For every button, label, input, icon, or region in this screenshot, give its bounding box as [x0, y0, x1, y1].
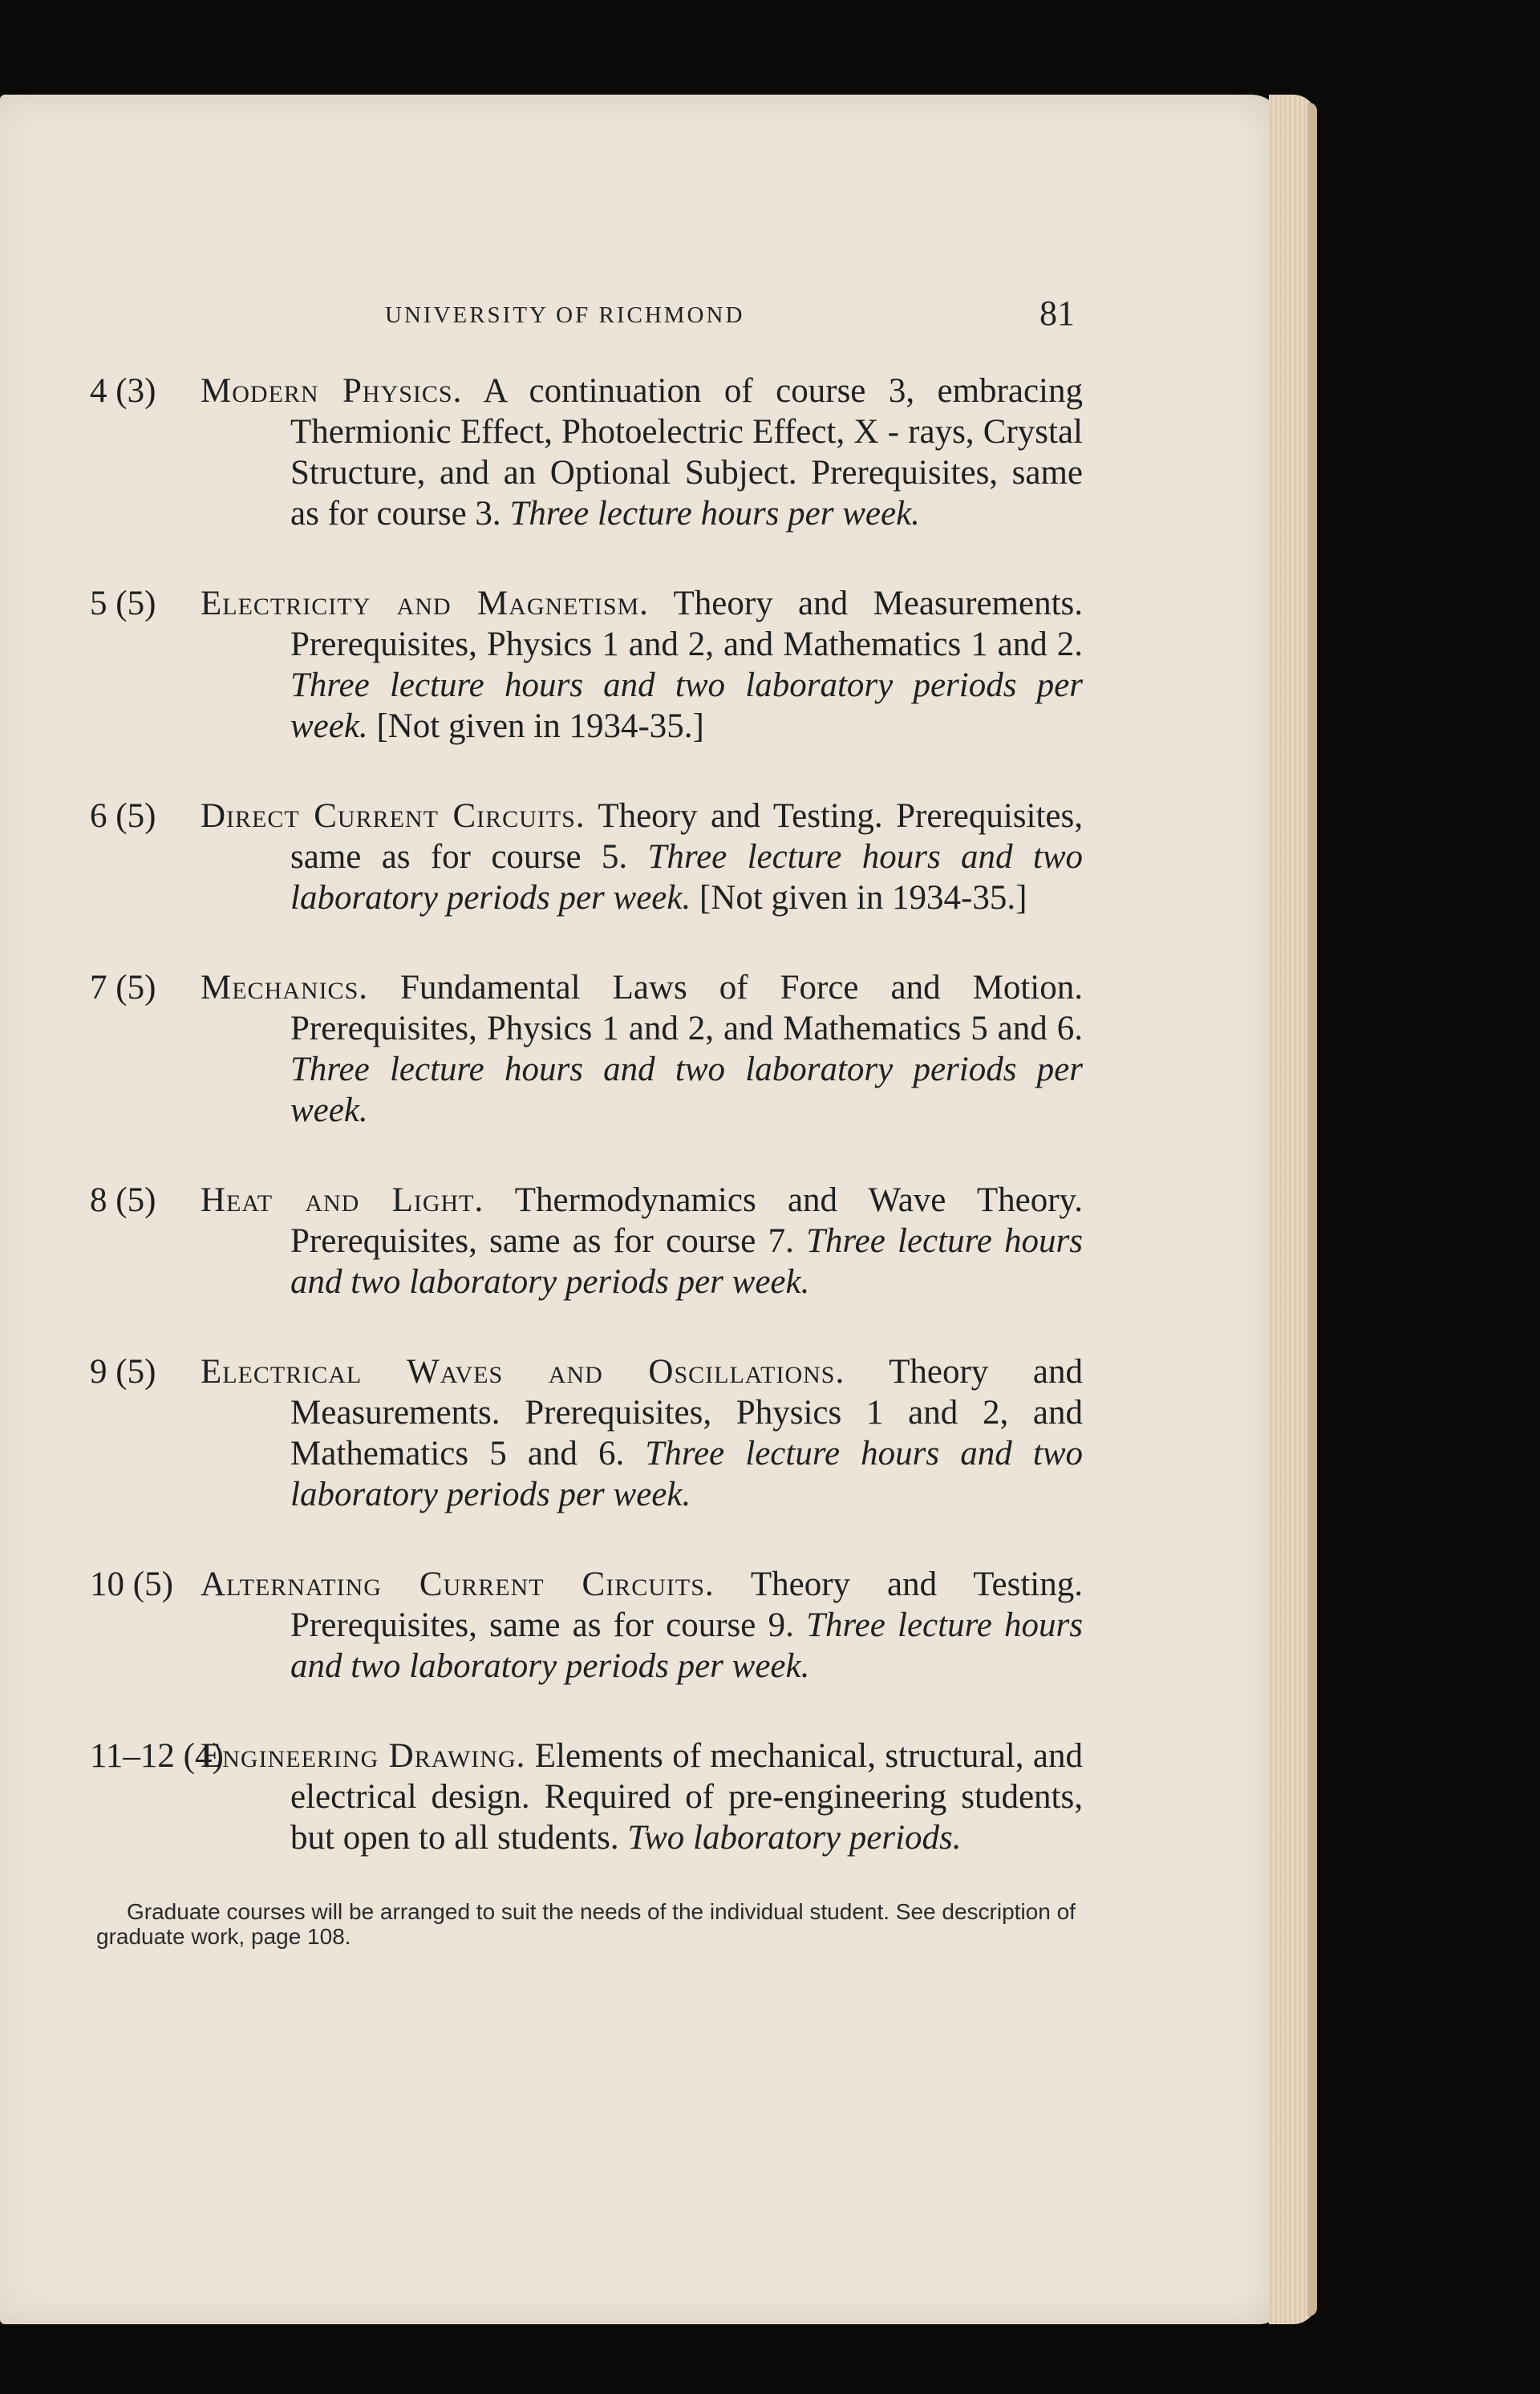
course-title: Alternating Current Circuits.: [201, 1566, 715, 1603]
course-hours: Two laboratory periods.: [627, 1819, 962, 1857]
page-edge-shadow: [1307, 103, 1317, 2316]
course-note: [Not given in 1934-35.]: [376, 707, 704, 745]
course-title: Engineering Drawing.: [201, 1737, 526, 1775]
course-entry: [80, 371, 1083, 534]
course-hours: Three lecture hours and two laboratory periods per week.: [290, 1435, 1084, 1513]
course-body: [80, 1736, 1083, 1858]
course-number: 9 (5): [90, 1353, 156, 1391]
course-number: 4 (3): [90, 372, 156, 410]
course-entry: [80, 967, 1083, 1131]
course-title: Electrical Waves and Oscillations.: [201, 1353, 845, 1391]
course-number: 8 (5): [90, 1181, 156, 1219]
course-hours: Three lecture hours per week.: [509, 495, 920, 533]
course-title: Modern Physics.: [201, 372, 463, 410]
course-description: Elements of mechanical, structural, and electrical design. Required of pre-engineering students, but open to all students.: [290, 1737, 1083, 1857]
course-number: 7 (5): [90, 969, 156, 1007]
page-number: 81: [1040, 294, 1075, 333]
course-description: Thermodynamics and Wave Theory. Prerequisites, same as for course 7.: [290, 1181, 1084, 1260]
running-head: UNIVERSITY OF RICHMOND: [385, 302, 745, 328]
course-body: [80, 796, 1083, 918]
course-hours: Three lecture hours and two laboratory periods per week.: [290, 1606, 1084, 1685]
course-hours: Three lecture hours and two laboratory periods per week.: [290, 838, 1083, 917]
course-number: 10 (5): [90, 1566, 173, 1603]
course-body: [80, 1180, 1083, 1302]
course-description: Fundamental Laws of Force and Motion. Prerequisites, Physics 1 and 2, and Mathematics 5 and 6.: [290, 969, 1083, 1047]
footnote: Graduate courses will be arranged to suit the needs of the individual student. See description of graduate work, page 108.: [96, 1899, 1076, 1949]
course-number: 6 (5): [90, 797, 156, 835]
course-entry: [80, 796, 1083, 918]
course-entry: [80, 1351, 1083, 1515]
course-title: Direct Current Circuits.: [201, 797, 586, 835]
course-description: Theory and Measurements. Prerequisites, Physics 1 and 2, and Mathematics 1 and 2.: [290, 585, 1084, 663]
course-entry: [80, 1180, 1083, 1302]
course-description: Theory and Testing. Prerequisites, same as for course 5.: [290, 797, 1083, 876]
course-entry: [80, 1564, 1083, 1687]
course-list: [80, 371, 1083, 1907]
course-description: Theory and Testing. Prerequisites, same as for course 9.: [290, 1566, 1083, 1644]
course-number: 11–12 (4): [90, 1737, 224, 1775]
course-hours: Three lecture hours and two laboratory periods per week.: [290, 666, 1083, 745]
course-title: Electricity and Magnetism.: [201, 585, 649, 622]
course-description: Theory and Measurements. Prerequisites, Physics 1 and 2, and Mathematics 5 and 6.: [290, 1353, 1083, 1472]
page-header: [385, 293, 1075, 349]
course-title: Heat and Light.: [201, 1181, 484, 1219]
course-description: A continuation of course 3, embracing Thermionic Effect, Photoelectric Effect, X - rays, Crystal Structure, and an Optional Subject. Prerequisites, same as for course 3.: [290, 372, 1083, 533]
course-body: [80, 583, 1083, 747]
course-entry: [80, 1736, 1083, 1858]
course-body: [80, 967, 1083, 1131]
course-note: [Not given in 1934-35.]: [699, 879, 1027, 917]
course-body: [80, 371, 1083, 534]
course-number: 5 (5): [90, 585, 156, 622]
course-body: [80, 1351, 1083, 1515]
course-entry: [80, 583, 1083, 747]
course-body: [80, 1564, 1083, 1687]
course-hours: Three lecture hours and two laboratory periods per week.: [290, 1222, 1084, 1301]
course-title: Mechanics.: [201, 969, 368, 1007]
course-hours: Three lecture hours and two laboratory periods per week.: [290, 1051, 1083, 1129]
